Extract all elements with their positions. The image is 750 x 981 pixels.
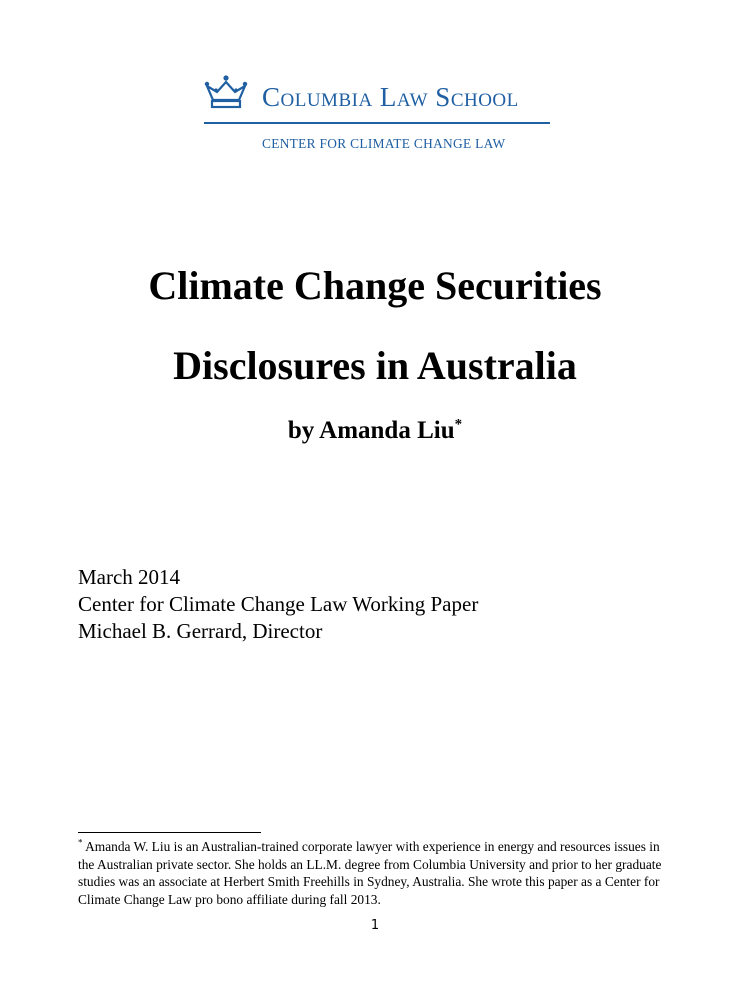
footnote-marker: * (78, 837, 83, 848)
columbia-law-school-logo (204, 72, 552, 154)
logo-school-name: Columbia Law School (262, 82, 519, 112)
page-number: 1 (370, 918, 380, 933)
footnote-separator (78, 832, 261, 833)
director-line: Michael B. Gerrard, Director (78, 619, 323, 643)
author-name: by Amanda Liu (287, 417, 455, 444)
title-line-1: Climate Change Securities (148, 263, 602, 308)
logo-divider (204, 122, 550, 124)
author-byline (0, 417, 750, 445)
logo-center-name: CENTER FOR CLIMATE CHANGE LAW (262, 136, 506, 151)
paper-meta (78, 564, 478, 645)
publication-date: March 2014 (78, 565, 181, 589)
footnote-text: Amanda W. Liu is an Australian-trained corporate lawyer with experience in energy and resources issues in the Australian private sector. She holds an LL.M. degree from Columbia University and prior to her graduate studies was an associate at Herbert Smith Freehills in Sydney, Australia. She wrote this paper as a Center for Climate Change Law pro bono affiliate during fall 2013. (78, 839, 662, 907)
paper-series: Center for Climate Change Law Working Paper (78, 592, 479, 616)
title-line-2: Disclosures in Australia (173, 343, 577, 388)
crown-icon (204, 74, 248, 110)
footnote (78, 838, 678, 908)
author-footnote-marker: * (454, 416, 463, 433)
